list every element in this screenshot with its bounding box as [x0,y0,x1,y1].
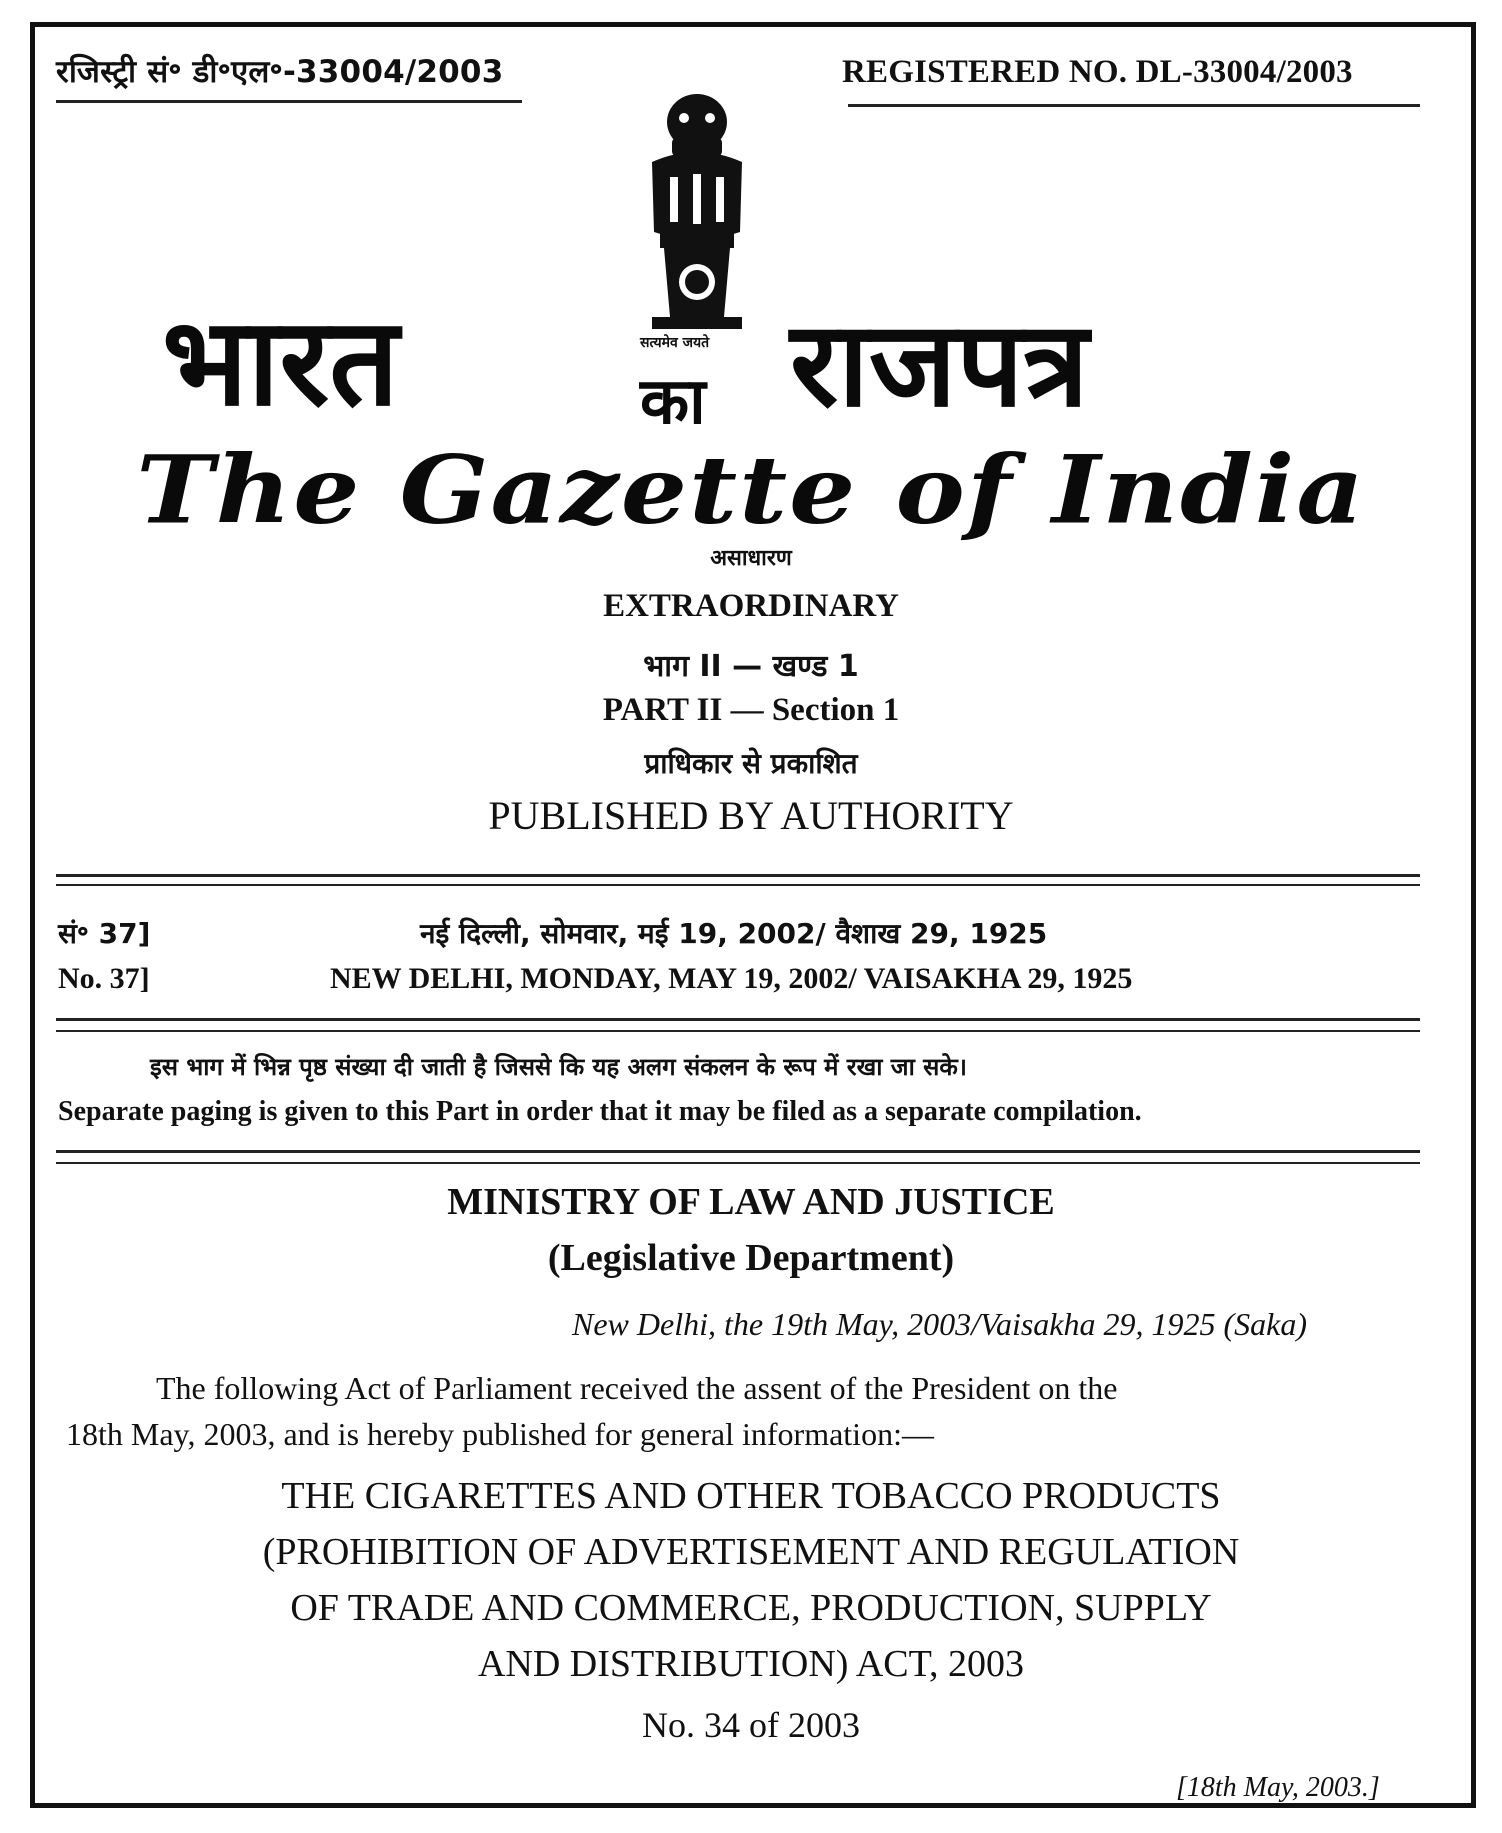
dateline-rule-top-2 [56,884,1420,886]
emblem-motto: सत्यमेव जयते [640,335,710,351]
department-name: (Legislative Department) [547,1237,955,1279]
paging-rule-2 [56,1162,1420,1164]
masthead-hindi-left: भारत [162,291,399,433]
ministry-name: MINISTRY OF LAW AND JUSTICE [447,1181,1055,1223]
dateline-rule-bottom-2 [56,1030,1420,1032]
paging-note-english: Separate paging is given to this Part in order that it may be filed as a separate compilation. [58,1096,1142,1127]
paging-note-hindi: इस भाग में भिन्न पृष्ठ संख्या दी जाती है जिससे कि यह अलग संकलन के रूप में रखा जा सके। [150,1053,967,1081]
date-hindi: नई दिल्ली, सोमवार, मई 19, 2002/ वैशाख 29, 1925 [420,917,1048,950]
place-date: New Delhi, the 19th May, 2003/Vaisakha 29, 1925 (Saka) [572,1306,1308,1342]
act-title-line-4: AND DISTRIBUTION) ACT, 2003 [477,1643,1025,1685]
part-hindi: भाग II — खण्ड 1 [643,649,859,684]
extraordinary-label: EXTRAORDINARY [603,588,899,624]
act-number: No. 34 of 2003 [642,1705,860,1745]
authority-label: PUBLISHED BY AUTHORITY [488,793,1014,838]
masthead-hindi-mid: का [640,365,706,439]
act-title-line-2: (PROHIBITION OF ADVERTISEMENT AND REGULATION [262,1531,1240,1573]
issue-number-english: No. 37] [58,962,150,995]
registration-number-english: REGISTERED NO. DL-33004/2003 [842,54,1353,90]
registration-number-hindi: रजिस्ट्री सं॰ डी॰एल॰-33004/2003 [56,54,504,90]
paging-rule-1 [56,1150,1420,1153]
act-title-line-3: OF TRADE AND COMMERCE, PRODUCTION, SUPPLY [290,1587,1212,1629]
intro-line-1: The following Act of Parliament received the assent of the President on the [156,1370,1118,1406]
header-rule-left [56,100,522,103]
authority-hindi: प्राधिकार से प्रकाशित [644,747,858,780]
header-rule-right [848,104,1420,107]
assent-date: [18th May, 2003.] [1176,1772,1380,1803]
act-title-line-1: THE CIGARETTES AND OTHER TOBACCO PRODUCTS [281,1475,1221,1517]
dateline-rule-top-1 [56,874,1420,877]
masthead-hindi-right: राजपत्र [790,295,1089,433]
masthead-english-title: The Gazette of India [136,434,1366,545]
date-english: NEW DELHI, MONDAY, MAY 19, 2002/ VAISAKHA 29, 1925 [330,962,1133,995]
intro-line-2: 18th May, 2003, and is hereby published for general information:— [66,1416,934,1452]
issue-number-hindi: सं॰ 37] [58,917,151,950]
dateline-rule-bottom-1 [56,1018,1420,1021]
part-label: PART II — Section 1 [602,692,900,728]
extraordinary-hindi: असाधारण [710,546,792,571]
